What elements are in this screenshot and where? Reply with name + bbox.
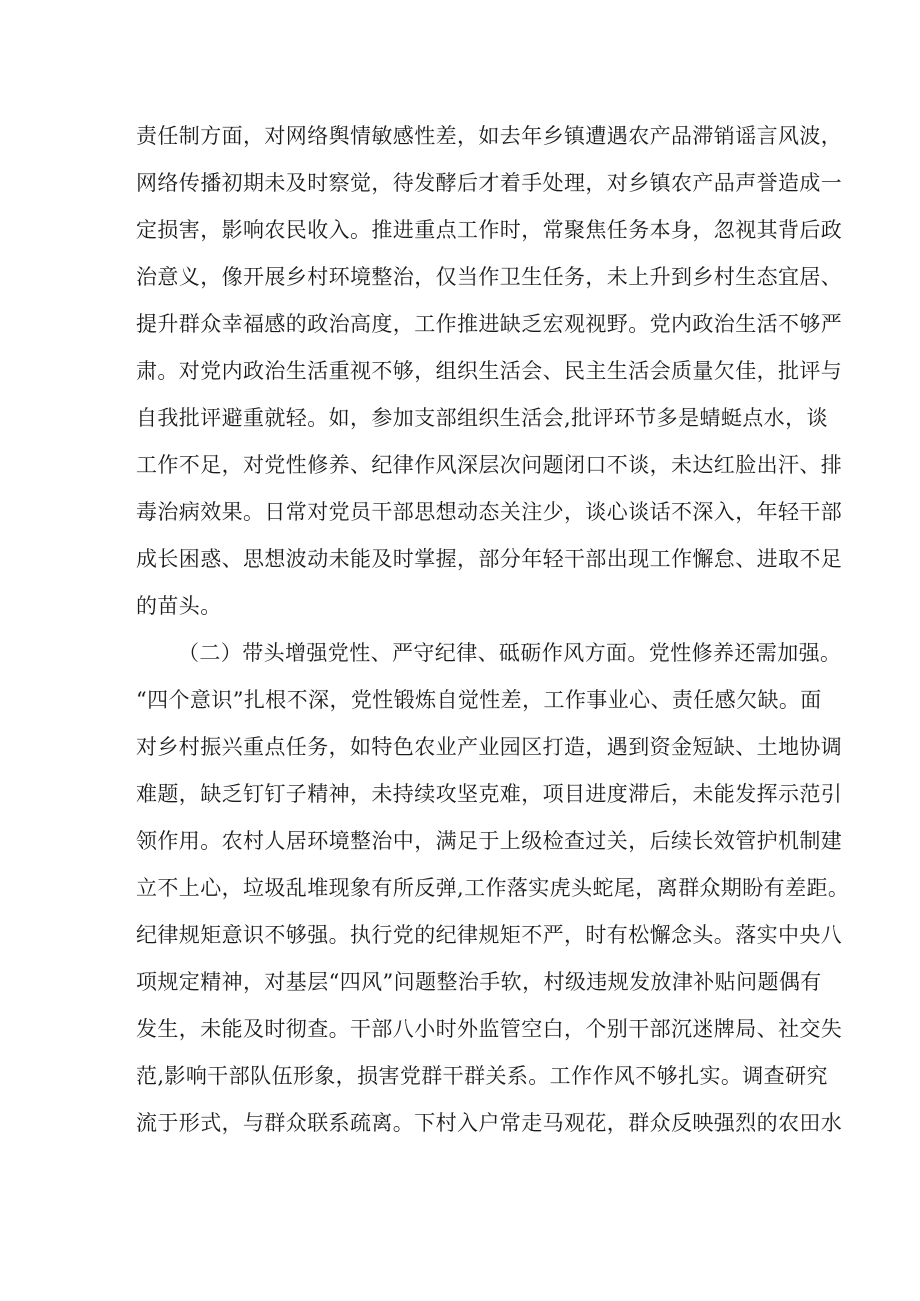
- text-line: 治意义，像开展乡村环境整治，仅当作卫生任务，未上升到乡村生态宜居、: [136, 265, 843, 289]
- text-line: 成长困惑、思想波动未能及时掌握，部分年轻干部出现工作懈怠、进取不足: [136, 547, 843, 571]
- text-line: 自我批评避重就轻。如，参加支部组织生活会,批评环节多是蜻蜓点水，谈: [136, 406, 828, 430]
- text-line: “四个意识”扎根不深，党性锻炼自觉性差，工作事业心、责任感欠缺。面: [136, 688, 822, 712]
- text-line: 责任制方面，对网络舆情敏感性差，如去年乡镇遭遇农产品滞销谣言风波，: [136, 124, 843, 148]
- text-line: 工作不足，对党性修养、纪律作风深层次问题闭口不谈，未达红脸出汗、排: [136, 453, 843, 477]
- text-line: 项规定精神，对基层“四风”问题整治手软，村级违规发放津补贴问题偶有: [136, 970, 822, 994]
- text-line: 的苗头。: [136, 594, 222, 618]
- text-line: 范,影响干部队伍形象，损害党群干群关系。工作作风不够扎实。调查研究: [136, 1064, 828, 1088]
- section-heading-line: （二）带头增强党性、严守纪律、砥砺作风方面。党性修养还需加强。: [178, 641, 842, 665]
- text-line: 立不上心，垃圾乱堆现象有所反弹,工作落实虎头蛇尾，离群众期盼有差距。: [136, 876, 850, 900]
- text-line: 发生，未能及时彻查。干部八小时外监管空白，个别干部沉迷牌局、社交失: [136, 1017, 843, 1041]
- text-line: 纪律规矩意识不够强。执行党的纪律规矩不严，时有松懈念头。落实中央八: [136, 923, 843, 947]
- text-line: 毒治病效果。日常对党员干部思想动态关注少，谈心谈话不深入，年轻干部: [136, 500, 843, 524]
- text-line: 肃。对党内政治生活重视不够，组织生活会、民主生活会质量欠佳，批评与: [136, 359, 843, 383]
- text-line: 定损害，影响农民收入。推进重点工作时，常聚焦任务本身，忽视其背后政: [136, 218, 843, 242]
- text-line: 流于形式，与群众联系疏离。下村入户常走马观花，群众反映强烈的农田水: [136, 1111, 843, 1135]
- text-line: 领作用。农村人居环境整治中，满足于上级检查过关，后续长效管护机制建: [136, 829, 843, 853]
- text-line: 对乡村振兴重点任务，如特色农业产业园区打造，遇到资金短缺、土地协调: [136, 735, 843, 759]
- text-line: 难题，缺乏钉钉子精神，未持续攻坚克难，项目进度滞后，未能发挥示范引: [136, 782, 843, 806]
- text-line: 提升群众幸福感的政治高度，工作推进缺乏宏观视野。党内政治生活不够严: [136, 312, 843, 336]
- text-line: 网络传播初期未及时察觉，待发酵后才着手处理，对乡镇农产品声誉造成一: [136, 171, 843, 195]
